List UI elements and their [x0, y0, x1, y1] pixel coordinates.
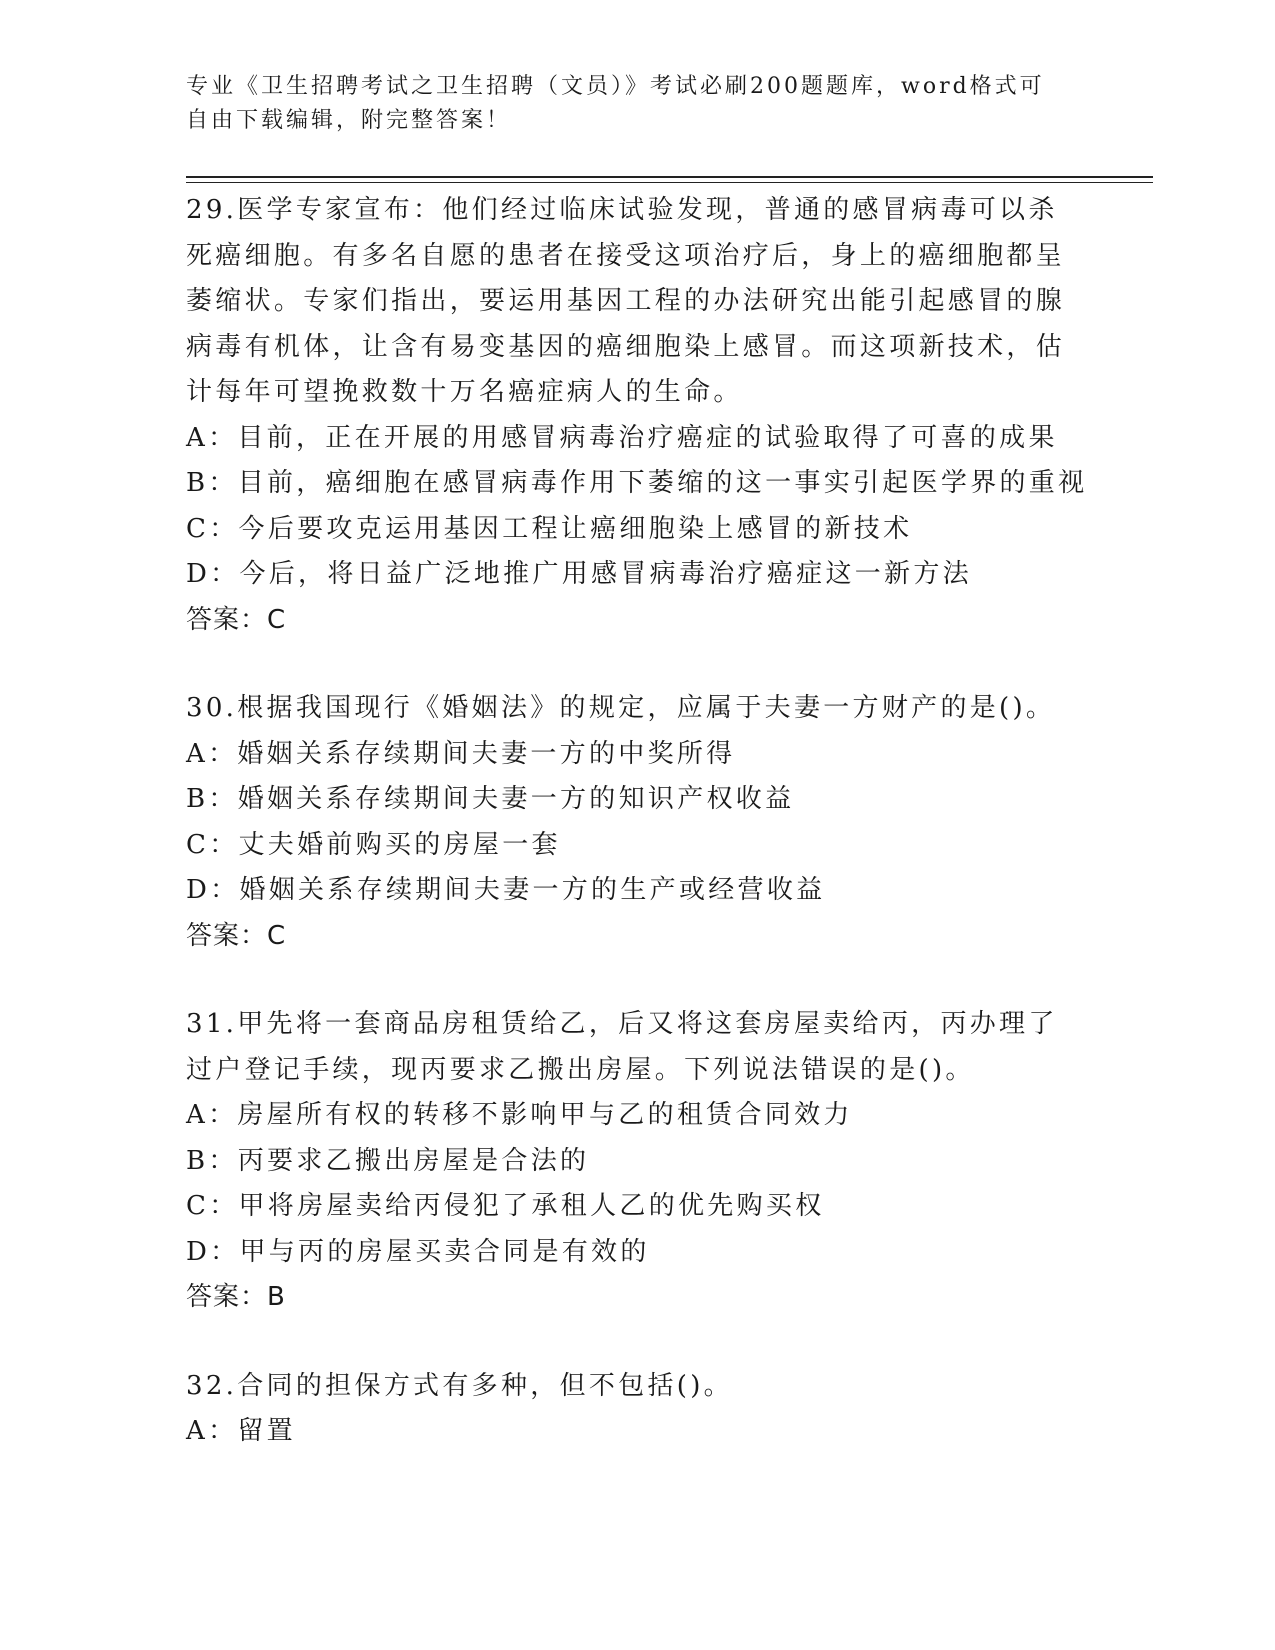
option-a: A：留置	[186, 1416, 296, 1446]
document-header: 专业《卫生招聘考试之卫生招聘（文员）》考试必刷200题题库，word格式可自由下载编辑，附完整答案！	[186, 74, 1045, 133]
option-b: B：目前，癌细胞在感冒病毒作用下萎缩的这一事实引起医学界的重视	[186, 468, 1088, 498]
question-list	[186, 188, 1088, 1498]
option-c: C：丈夫婚前购买的房屋一套	[186, 829, 561, 860]
header-divider-thin	[186, 182, 1153, 183]
option-b: B：婚姻关系存续期间夫妻一方的知识产权收益	[186, 784, 795, 814]
option-d: D：今后，将日益广泛地推广用感冒病毒治疗癌症这一新方法	[186, 559, 972, 589]
option-c: C：甲将房屋卖给丙侵犯了承租人乙的优先购买权	[186, 1191, 825, 1221]
answer-line: 答案：C	[186, 604, 287, 635]
question-text: 31.甲先将一套商品房租赁给乙，后又将这套房屋卖给丙，丙办理了过户登记手续，现丙要求乙搬出房屋。下列说法错误的是()。	[186, 1009, 1058, 1085]
question-29	[186, 188, 1088, 643]
question-text: 30.根据我国现行《婚姻法》的规定，应属于夫妻一方财产的是()。	[186, 693, 1056, 723]
option-a: A：婚姻关系存续期间夫妻一方的中奖所得	[186, 738, 736, 769]
question-32	[186, 1364, 1066, 1455]
question-text: 29.医学专家宣布：他们经过临床试验发现，普通的感冒病毒可以杀死癌细胞。有多名自愿的患者在接受这项治疗后，身上的癌细胞都呈萎缩状。专家们指出，要运用基因工程的办法研究出能引起感冒的腺病毒有机体，让含有易变基因的癌细胞染上感冒。而这项新技术，估计每年可望挽救数十万名癌症病人的生命。	[186, 195, 1066, 407]
option-c: C：今后要攻克运用基因工程让癌细胞染上感冒的新技术	[186, 513, 913, 544]
option-b: B：丙要求乙搬出房屋是合法的	[186, 1145, 590, 1176]
option-d: D：甲与丙的房屋买卖合同是有效的	[186, 1236, 650, 1267]
option-a: A：目前，正在开展的用感冒病毒治疗癌症的试验取得了可喜的成果	[186, 422, 1058, 453]
answer-line: 答案：B	[186, 1282, 286, 1312]
question-30	[186, 686, 1066, 959]
option-a: A：房屋所有权的转移不影响甲与乙的租赁合同效力	[186, 1100, 853, 1130]
answer-line: 答案：C	[186, 920, 287, 951]
header-divider-thick	[186, 176, 1153, 178]
question-31	[186, 1002, 1066, 1321]
option-d: D：婚姻关系存续期间夫妻一方的生产或经营收益	[186, 875, 826, 905]
question-text: 32.合同的担保方式有多种，但不包括()。	[186, 1370, 733, 1401]
